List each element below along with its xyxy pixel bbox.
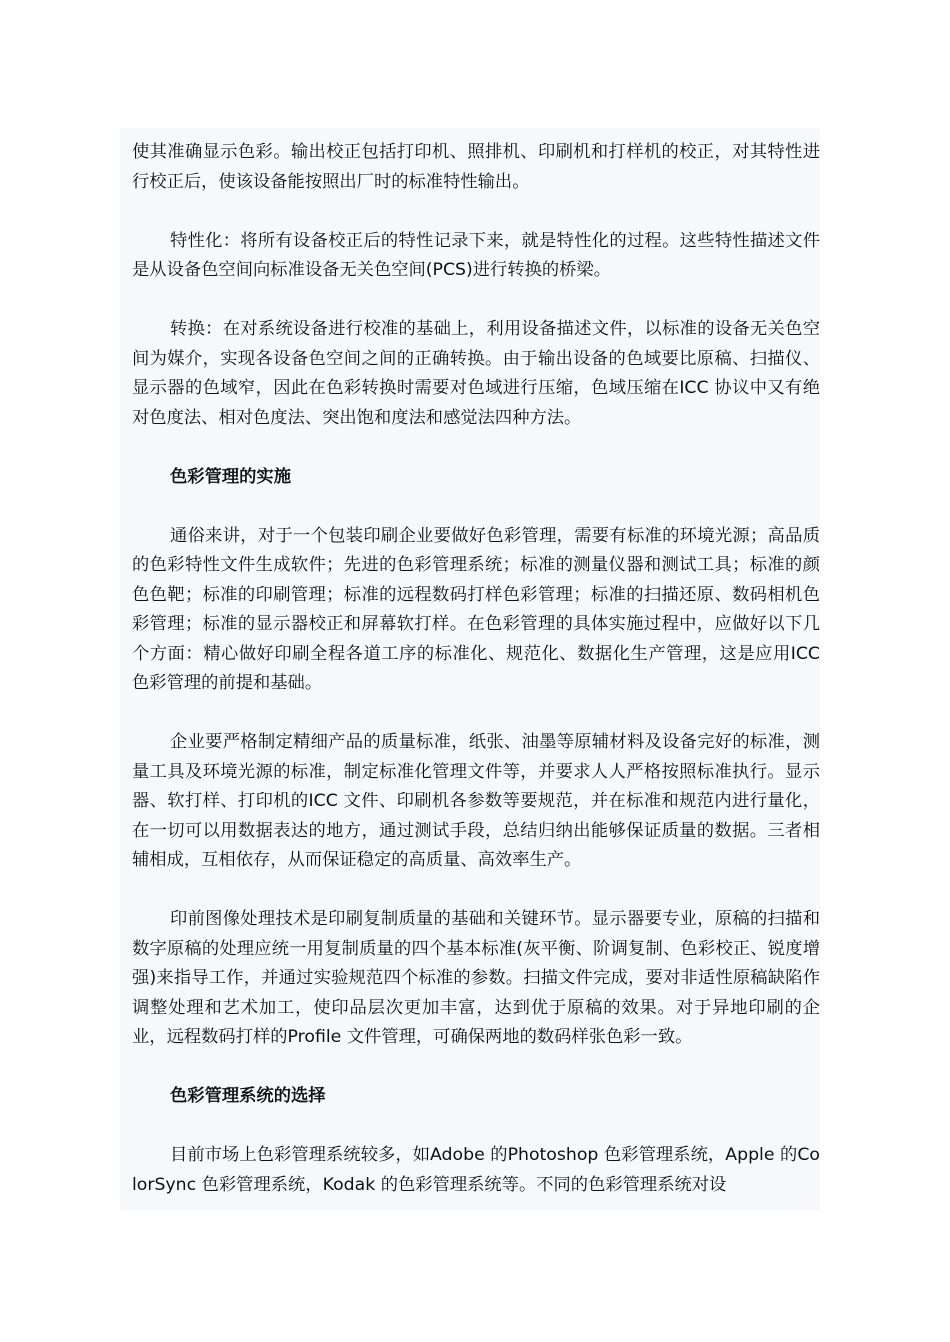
paragraph-market-systems: 目前市场上色彩管理系统较多，如Adobe 的Photoshop 色彩管理系统，Apple 的ColorSync 色彩管理系统，Kodak 的色彩管理系统等。不同的色彩管理系统对设 [132, 1145, 820, 1195]
paragraph-gap [132, 699, 820, 729]
paragraph-quality-standards: 企业要严格制定精细产品的质量标准，纸张、油墨等原辅材料及设备完好的标准，测量工具及环境光源的标准，制定标准化管理文件等，并要求人人严格按照标准执行。显示器、软打样、打印机的ICC 文件、印刷机各参数等要规范，并在标准和规范内进行量化，在一切可以用数据表达的地方，通过测试手段，总结归纳出能够保证质量的数据。三者相辅相成，互相依存，从而保证稳定的高质量、高效率生产。 [132, 732, 820, 870]
paragraph-prepress-processing: 印前图像处理技术是印刷复制质量的基础和关键环节。显示器要专业，原稿的扫描和数字原稿的处理应统一用复制质量的四个基本标准(灰平衡、阶调复制、色彩校正、锐度增强)来指导工作，并通过实验规范四个标准的参数。扫描文件完成，要对非适性原稿缺陷作调整处理和艺术加工，使印品层次更加丰富，达到优于原稿的效果。对于异地印刷的企业，远程数码打样的Profile 文件管理，可确保两地的数码样张色彩一致。 [132, 909, 820, 1047]
section-heading-system-selection: 色彩管理系统的选择 [170, 1086, 326, 1106]
document-body [132, 138, 820, 1200]
paragraph-output-calibration: 使其准确显示色彩。输出校正包括打印机、照排机、印刷机和打样机的校正，对其特性进行校正后，使该设备能按照出厂时的标准特性输出。 [132, 142, 820, 192]
paragraph-gap [132, 433, 820, 463]
paragraph-characterization: 特性化：将所有设备校正后的特性记录下来，就是特性化的过程。这些特性描述文件是从设备色空间向标准设备无关色空间(PCS)进行转换的桥梁。 [132, 230, 820, 280]
paragraph-gap [132, 492, 820, 522]
paragraph-gap [132, 1053, 820, 1083]
paragraph-gap [132, 1112, 820, 1142]
paragraph-gap [132, 286, 820, 316]
paragraph-implementation-overview: 通俗来讲，对于一个包装印刷企业要做好色彩管理，需要有标准的环境光源；高品质的色彩特性文件生成软件；先进的色彩管理系统；标准的测量仪器和测试工具；标准的颜色色靶；标准的印刷管理；标准的远程数码打样色彩管理；标准的扫描还原、数码相机色彩管理；标准的显示器校正和屏幕软打样。在色彩管理的具体实施过程中，应做好以下几个方面：精心做好印刷全程各道工序的标准化、规范化、数据化生产管理，这是应用ICC 色彩管理的前提和基础。 [132, 525, 820, 693]
paragraph-conversion: 转换：在对系统设备进行校准的基础上，利用设备描述文件，以标准的设备无关色空间为媒介，实现各设备色空间之间的正确转换。由于输出设备的色域要比原稿、扫描仪、显示器的色域窄，因此在色彩转换时需要对色域进行压缩，色域压缩在ICC 协议中又有绝对色度法、相对色度法、突出饱和度法和感觉法四种方法。 [132, 319, 820, 428]
paragraph-gap [132, 197, 820, 227]
paragraph-gap [132, 876, 820, 906]
section-heading-implementation: 色彩管理的实施 [170, 466, 291, 487]
